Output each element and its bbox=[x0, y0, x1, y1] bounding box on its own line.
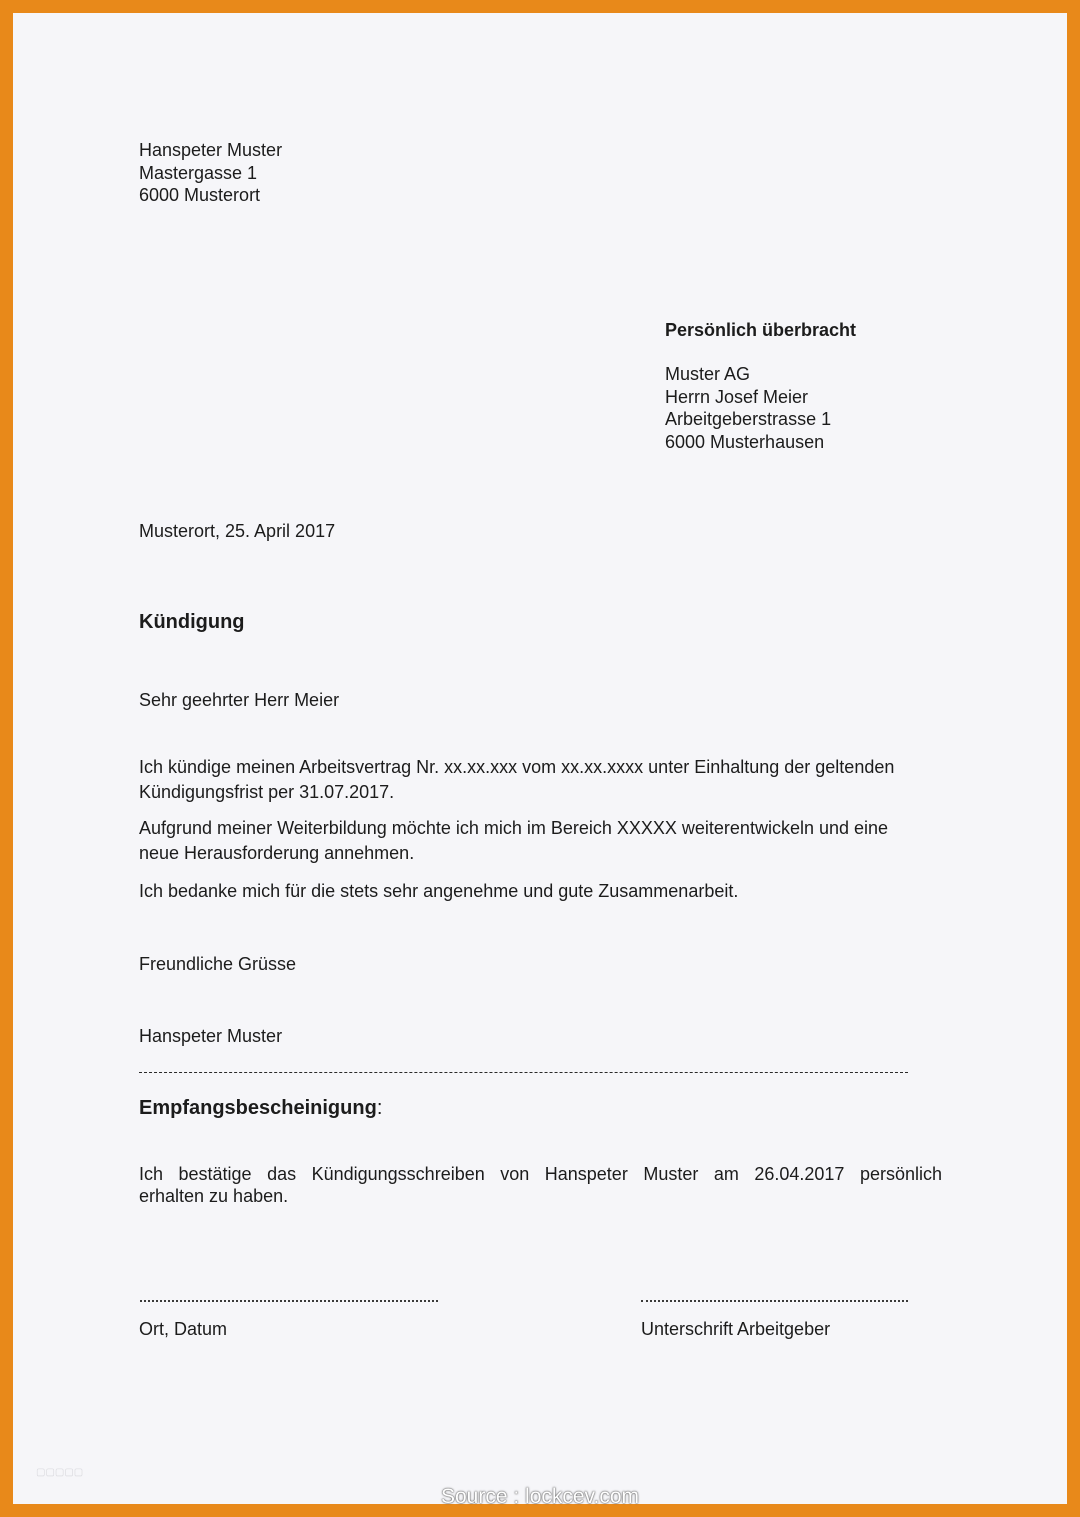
receipt-confirmation bbox=[139, 1163, 942, 1207]
receipt-line: Ich bestätige das Kündigungsschreiben von Hanspeter Muster am 26.04.2017 persönlich bbox=[139, 1164, 942, 1184]
body-paragraph bbox=[139, 816, 942, 866]
place-date-signature-line bbox=[140, 1300, 438, 1302]
paragraph-line: Aufgrund meiner Weiterbildung möchte ich mich im Bereich XXXXX weiterentwickeln und eine bbox=[139, 818, 889, 838]
dashed-divider bbox=[139, 1072, 908, 1073]
body-paragraph bbox=[139, 755, 942, 805]
recipient-street: Arbeitgeberstrasse 1 bbox=[665, 409, 832, 429]
subject-heading: Kündigung bbox=[139, 611, 245, 633]
paragraph-line: Ich kündige meinen Arbeitsvertrag Nr. xx.xx.xxx vom xx.xx.xxxx unter Einhaltung der geltenden bbox=[139, 757, 895, 777]
body-paragraph bbox=[139, 879, 942, 904]
paragraph-line: Ich bedanke mich für die stets sehr angenehme und gute Zusammenarbeit. bbox=[139, 881, 739, 901]
source-caption: Source : lockcev.com bbox=[440, 1485, 639, 1508]
recipient-address bbox=[665, 363, 831, 453]
receipt-line: erhalten zu haben. bbox=[139, 1186, 289, 1206]
sender-name: Hanspeter Muster bbox=[139, 140, 283, 160]
salutation: Sehr geehrter Herr Meier bbox=[139, 690, 340, 710]
recipient-city: 6000 Musterhausen bbox=[665, 431, 825, 452]
closing-greeting: Freundliche Grüsse bbox=[139, 954, 297, 974]
paragraph-line: Kündigungsfrist per 31.07.2017. bbox=[139, 782, 395, 802]
receipt-heading-colon: : bbox=[376, 1097, 383, 1119]
date-line: Musterort, 25. April 2017 bbox=[139, 521, 336, 541]
recipient-company: Muster AG bbox=[665, 364, 751, 384]
sender-street: Mastergasse 1 bbox=[139, 162, 258, 183]
recipient-person: Herrn Josef Meier bbox=[665, 386, 809, 407]
employer-signature-label: Unterschrift Arbeitgeber bbox=[641, 1319, 831, 1339]
paragraph-line: neue Herausforderung annehmen. bbox=[139, 843, 415, 863]
signer-name: Hanspeter Muster bbox=[139, 1026, 283, 1046]
receipt-heading-text: Empfangsbescheinigung bbox=[139, 1097, 377, 1119]
corner-watermark: ▢▢▢▢▢ bbox=[36, 1467, 84, 1478]
sender-city: 6000 Musterort bbox=[139, 185, 261, 205]
employer-signature-line bbox=[641, 1300, 908, 1302]
delivery-note: Persönlich überbracht bbox=[665, 320, 857, 340]
place-date-label: Ort, Datum bbox=[139, 1319, 228, 1339]
sender-address bbox=[139, 139, 282, 207]
receipt-heading bbox=[139, 1096, 382, 1120]
